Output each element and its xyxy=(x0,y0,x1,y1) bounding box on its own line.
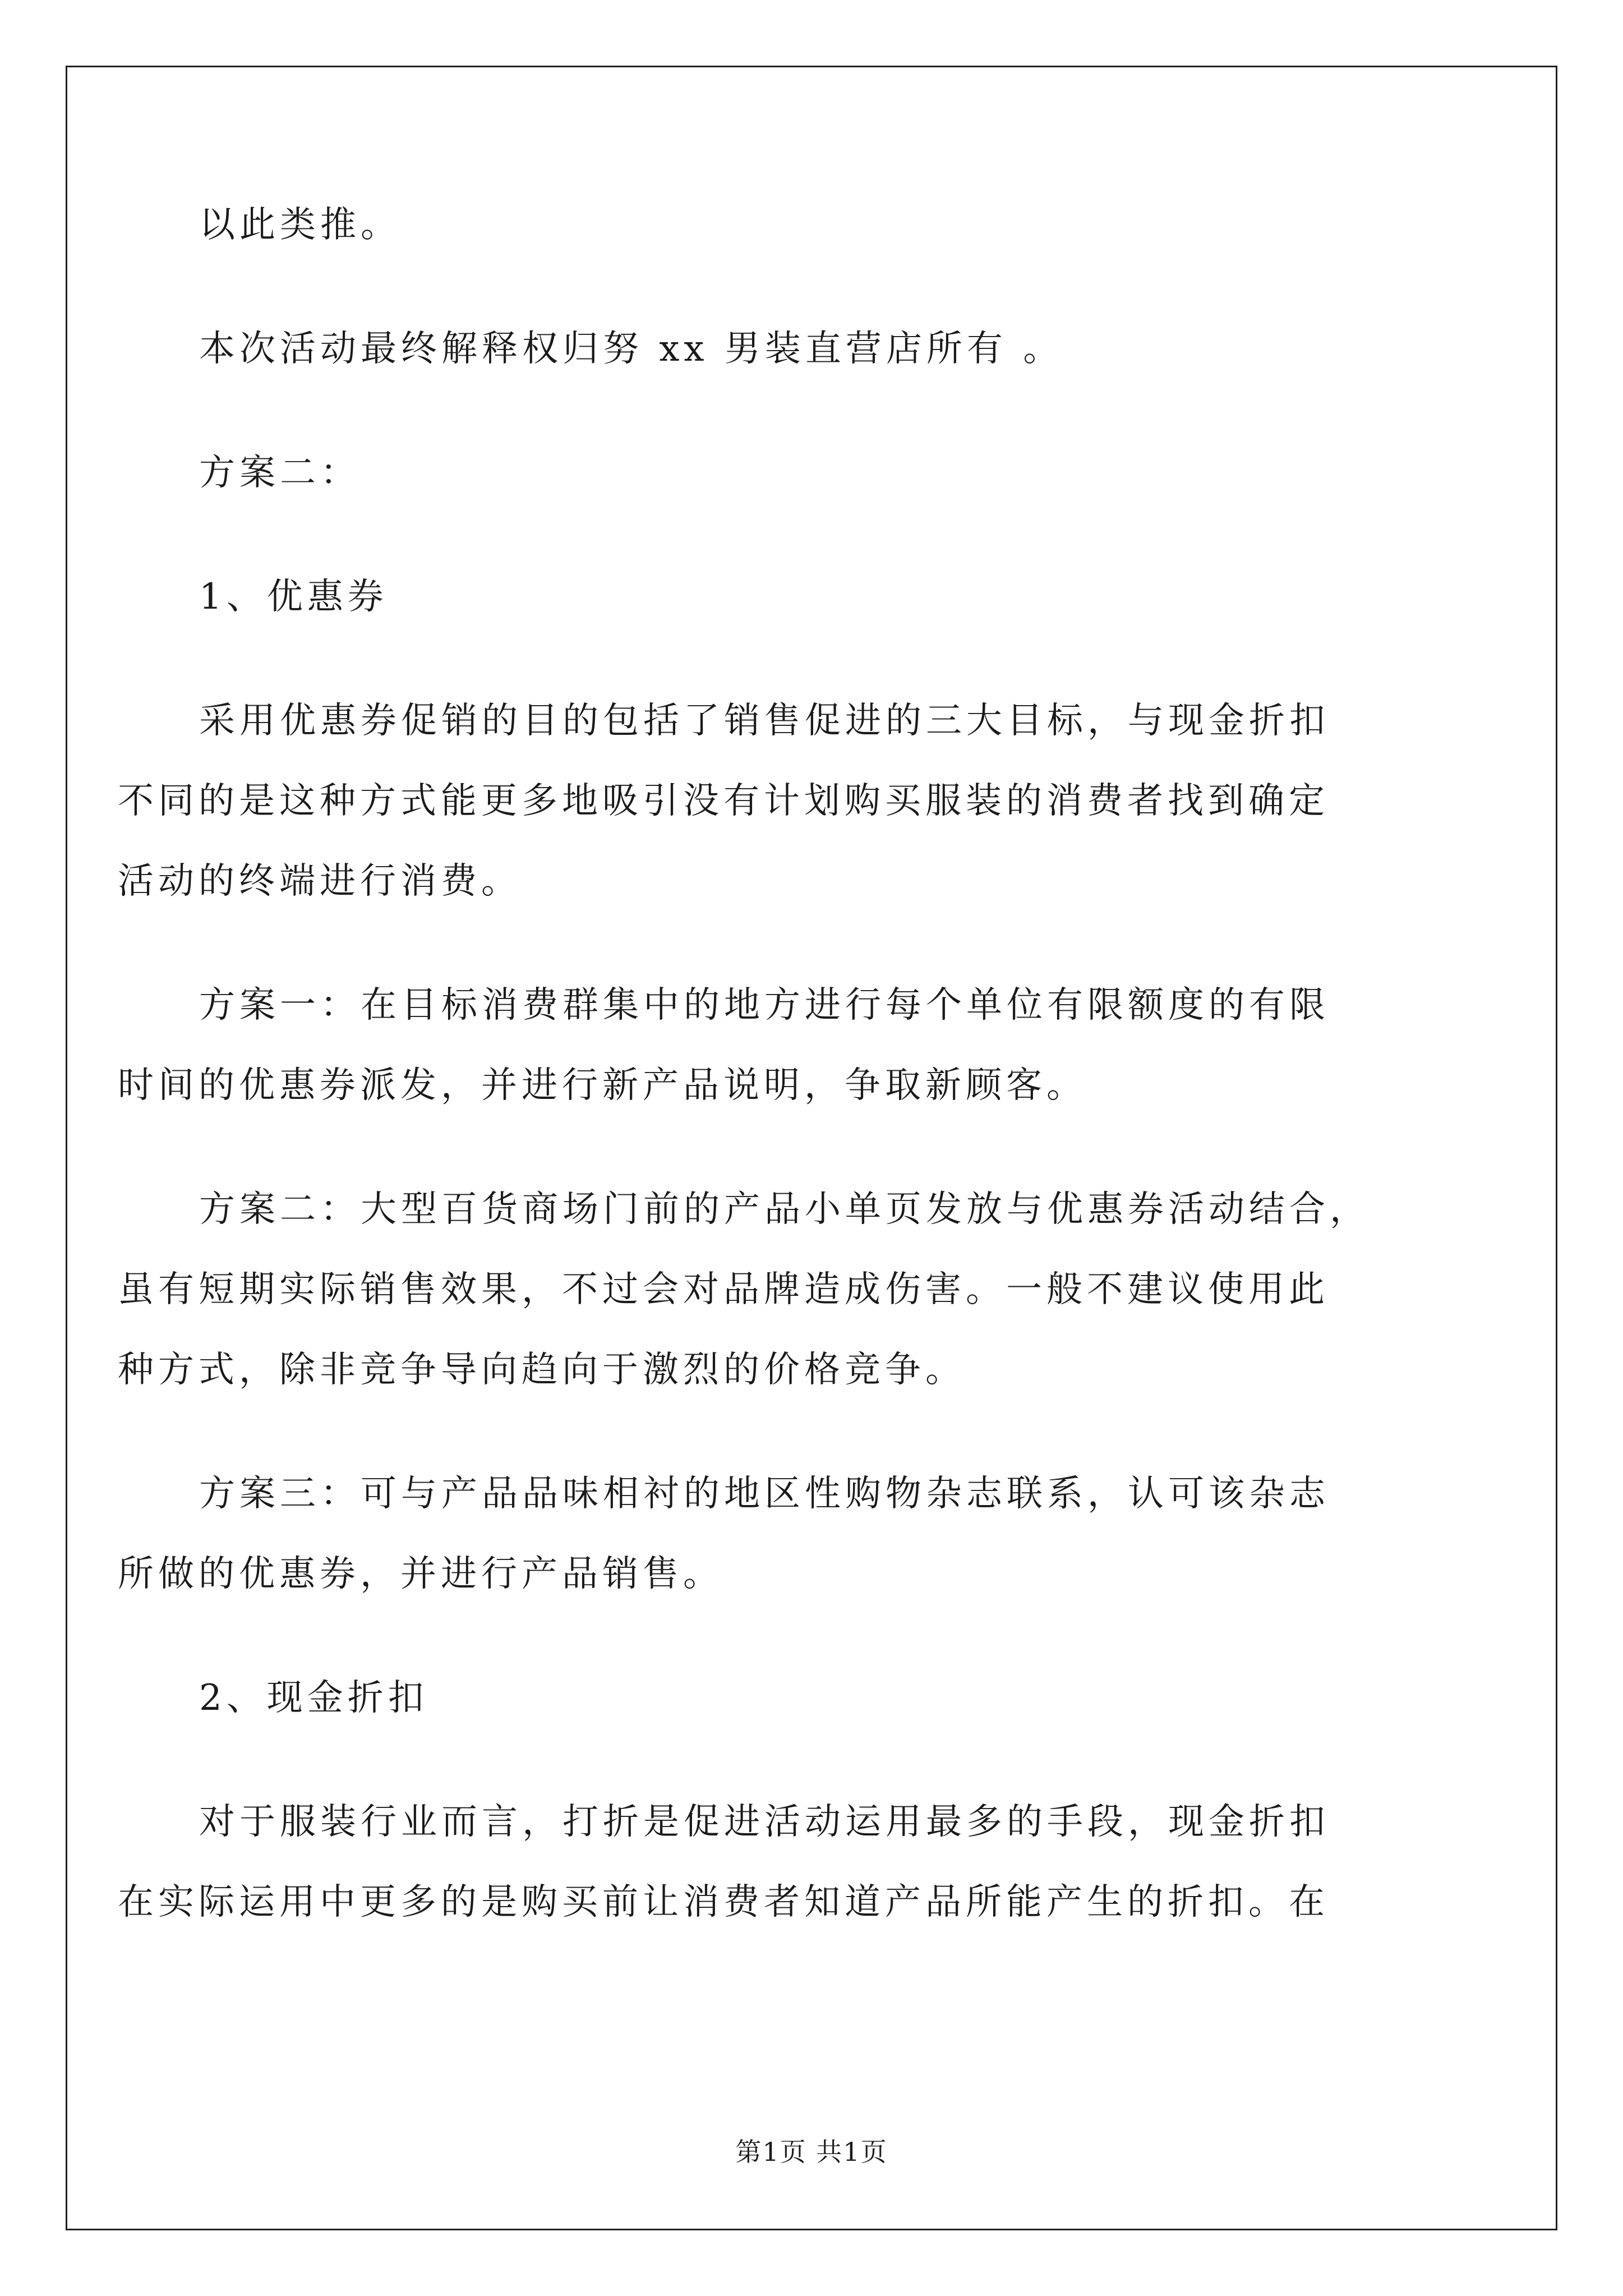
paragraph-line: 对于服装行业而言，打折是促进活动运用最多的手段，现金折扣 xyxy=(199,1801,1330,1843)
paragraph-line: 在实际运用中更多的是购买前让消费者知道产品所能产生的折扣。在 xyxy=(118,1881,1329,1923)
paragraph xyxy=(199,433,361,513)
paragraph-line: 活动的终端进行消费。 xyxy=(118,861,522,902)
paragraph-line: 所做的优惠券，并进行产品销售。 xyxy=(118,1553,723,1595)
paragraph-line: 种方式，除非竞争导向趋向于激烈的价格竞争。 xyxy=(118,1349,966,1391)
paragraph xyxy=(118,1782,1410,1943)
paragraph-line: 时间的优惠券派发，并进行新产品说明，争取新顾客。 xyxy=(118,1065,1087,1106)
paragraph-line: 方案二： xyxy=(199,452,361,494)
paragraph xyxy=(199,185,401,265)
page-footer: 第1页 共1页 xyxy=(735,2137,888,2167)
paragraph-line: 虽有短期实际销售效果，不过会对品牌造成伤害。一般不建议使用此 xyxy=(118,1269,1329,1310)
paragraph-line: 2、现金折扣 xyxy=(199,1677,428,1719)
paragraph-line: 方案三：可与产品品味相衬的地区性购物杂志联系，认可该杂志 xyxy=(199,1473,1330,1515)
paragraph xyxy=(199,1658,428,1738)
paragraph-line: 1、优惠券 xyxy=(199,576,388,618)
paragraph-line: 不同的是这种方式能更多地吸引没有计划购买服装的消费者找到确定 xyxy=(118,780,1329,822)
paragraph xyxy=(118,1454,1330,1614)
paragraph xyxy=(118,681,1410,922)
paragraph xyxy=(199,309,1063,389)
paragraph-line: 方案一：在目标消费群集中的地方进行每个单位有限额度的有限 xyxy=(199,984,1330,1026)
paragraph-line: 以此类推。 xyxy=(199,204,401,246)
paragraph xyxy=(199,557,388,637)
paragraph-line: 本次活动最终解释权归努 xx 男装直营店所有 。 xyxy=(199,328,1064,370)
paragraph-line: 方案二：大型百货商场门前的产品小单页发放与优惠券活动结合， xyxy=(199,1189,1370,1230)
paragraph xyxy=(118,965,1330,1126)
paragraph-line: 采用优惠券促销的目的包括了销售促进的三大目标，与现金折扣 xyxy=(199,700,1330,742)
paragraph xyxy=(118,1170,1410,1410)
